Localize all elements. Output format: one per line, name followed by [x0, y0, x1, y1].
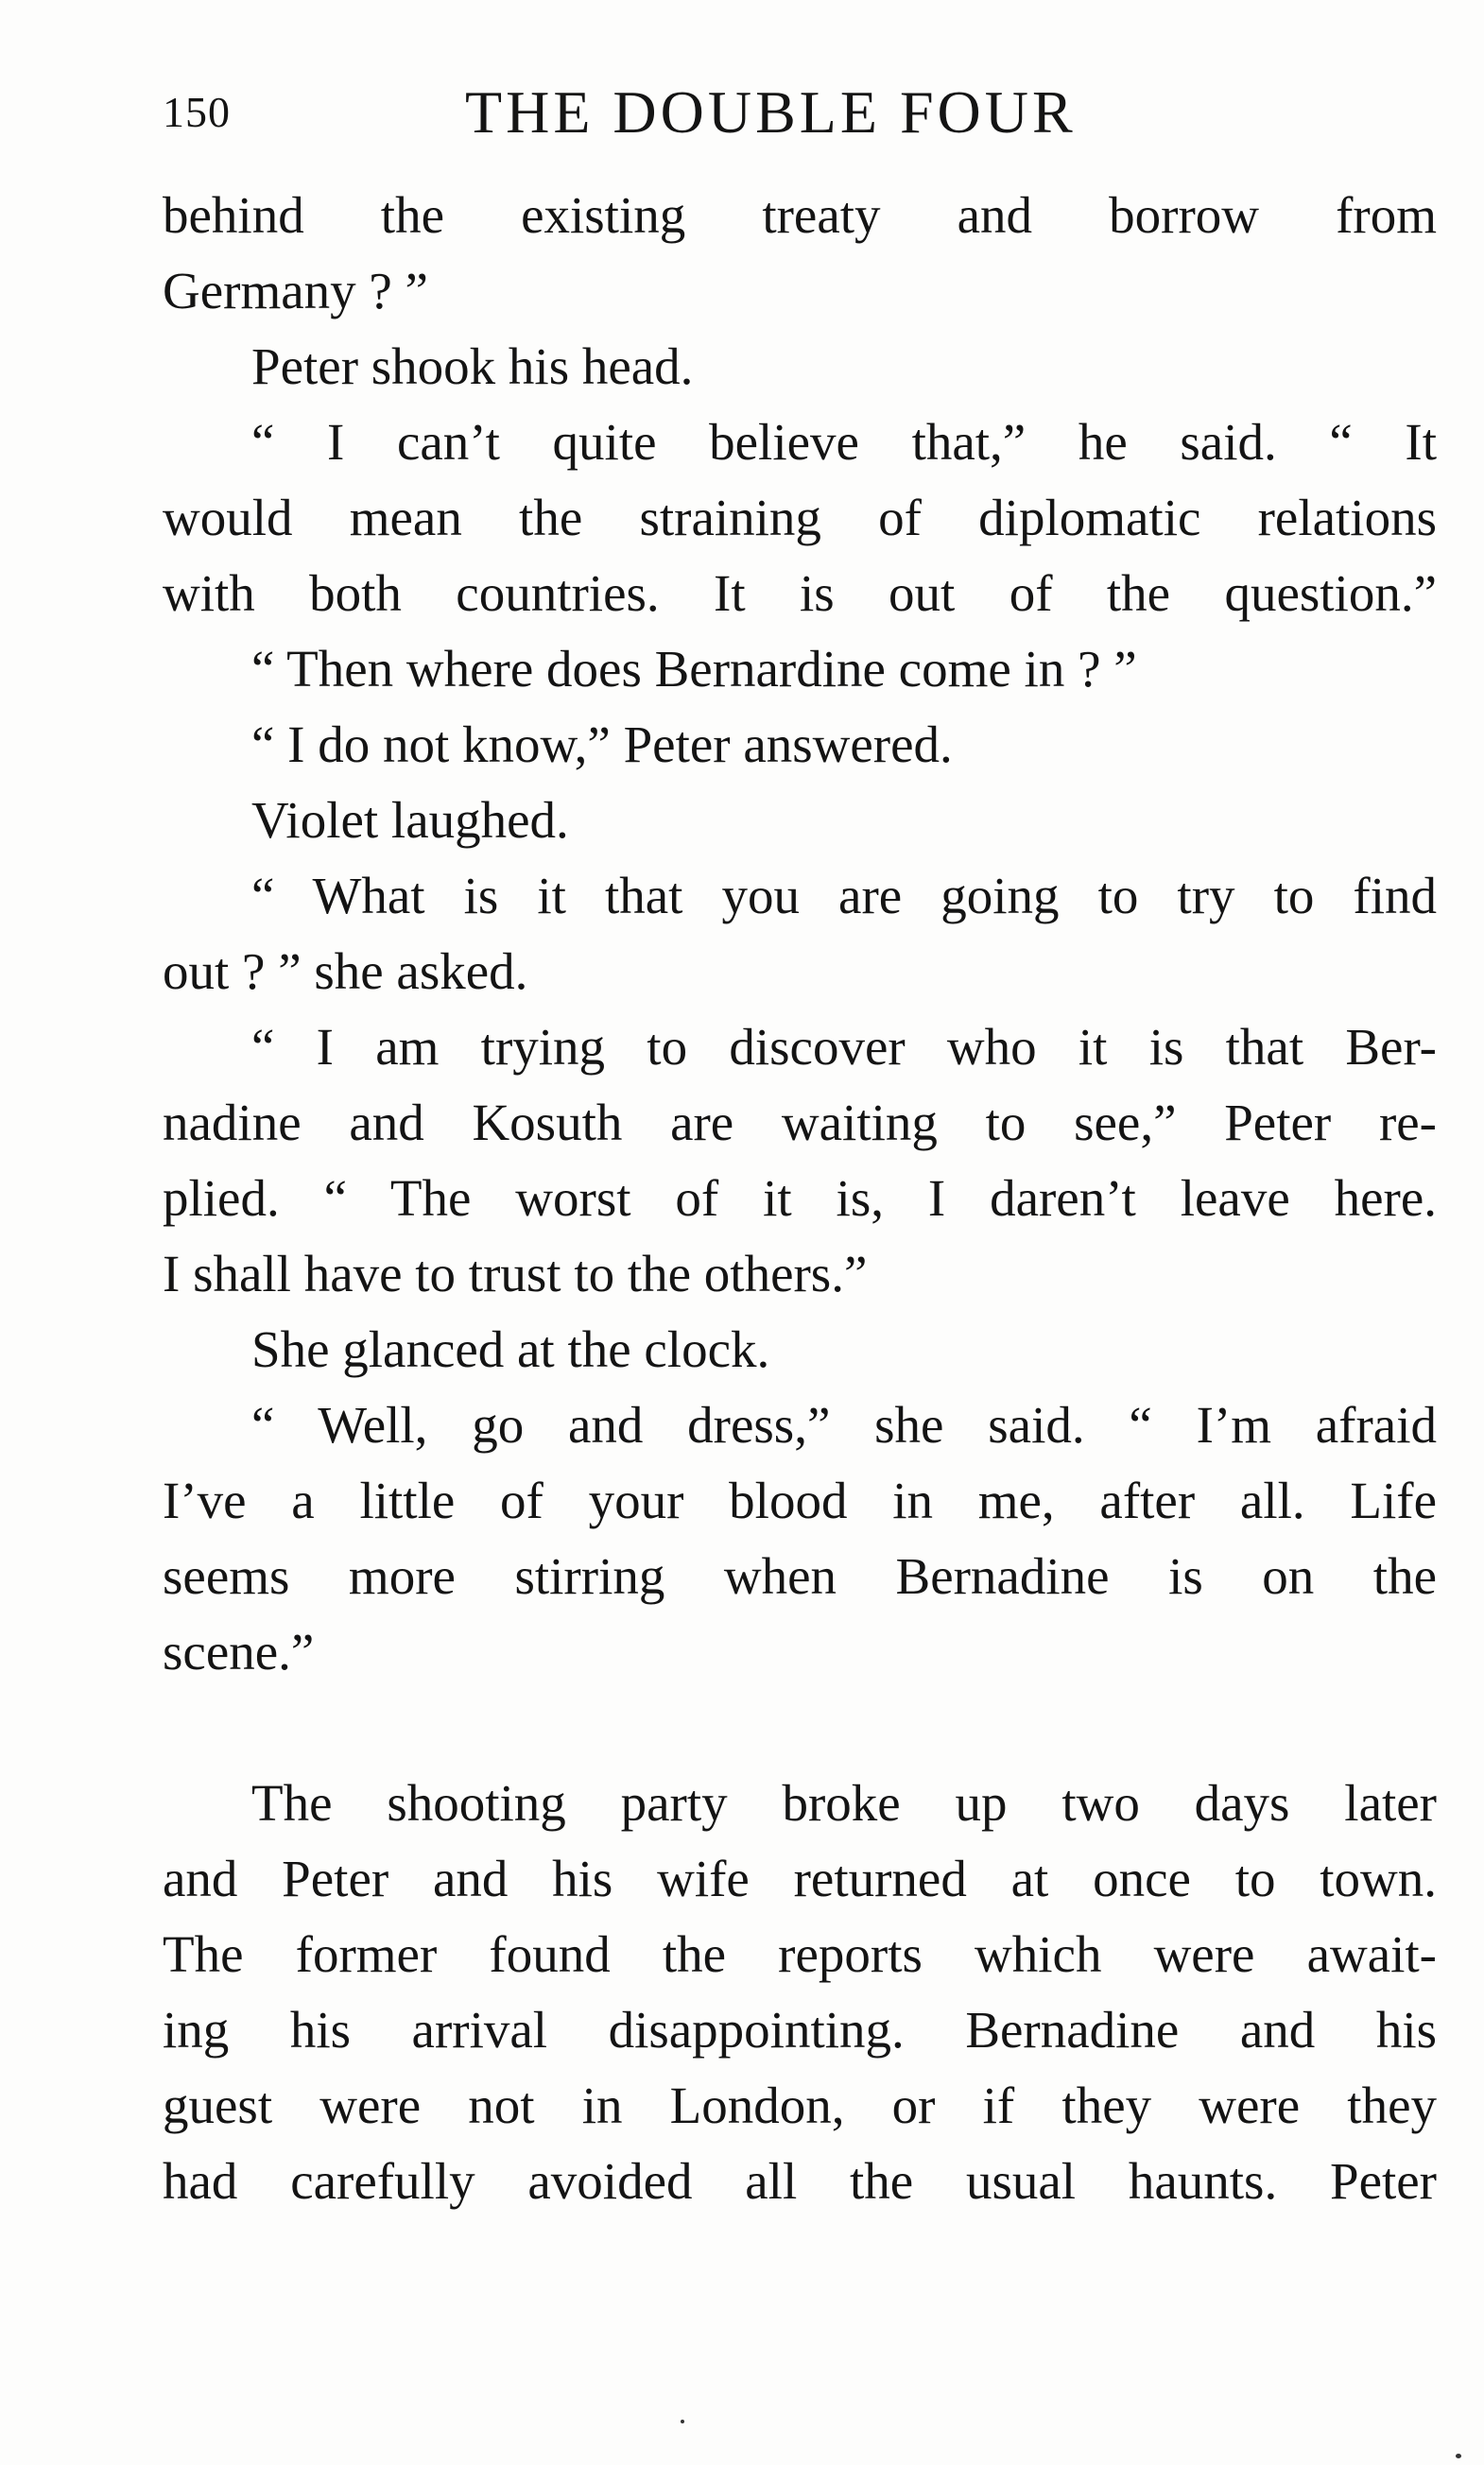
text-line: I shall have to trust to the others.”: [163, 1245, 868, 1302]
text-line: Violet laughed.: [251, 791, 569, 849]
text-line: seems more stirring when Bernadine is on the: [163, 1547, 1437, 1605]
text-line: ing his arrival disappointing. Bernadine and his: [163, 2001, 1437, 2059]
text-line: I’ve a little of your blood in me, after all. Life: [163, 1472, 1437, 1529]
text-line: “ Then where does Bernardine come in ? ”: [251, 640, 1137, 698]
text-line: “ I do not know,” Peter answered.: [251, 715, 953, 773]
text-line: had carefully avoided all the usual haunts. Peter: [163, 2152, 1437, 2210]
text-line: scene.”: [163, 1623, 315, 1681]
text-line: “ I can’t quite believe that,” he said. “ It: [251, 413, 1437, 471]
text-line: Peter shook his head.: [251, 337, 694, 395]
text-line: She glanced at the clock.: [251, 1320, 770, 1378]
text-line: plied. “ The worst of it is, I daren’t leave here.: [163, 1169, 1437, 1227]
text-line: The former found the reports which were await-: [163, 1925, 1437, 1983]
text-line: and Peter and his wife returned at once to town.: [163, 1850, 1437, 1907]
ink-speck: [681, 2420, 684, 2423]
text-line: nadine and Kosuth are waiting to see,” Peter re-: [163, 1094, 1437, 1151]
text-line: with both countries. It is out of the question.”: [163, 564, 1437, 622]
body-text: [163, 178, 1437, 2219]
ink-speck: [1456, 2454, 1461, 2458]
text-line: guest were not in London, or if they were they: [163, 2077, 1437, 2134]
page-number: 150: [163, 88, 231, 136]
text-line: behind the existing treaty and borrow from: [163, 186, 1437, 244]
section-break: [163, 1690, 1437, 1766]
text-line: Germany ? ”: [163, 262, 428, 319]
running-head: THE DOUBLE FOUR: [465, 78, 1077, 146]
text-line: “ What is it that you are going to try to find: [251, 867, 1437, 924]
page-header: [163, 78, 1437, 153]
text-line: “ Well, go and dress,” she said. “ I’m afraid: [251, 1396, 1437, 1454]
text-line: would mean the straining of diplomatic relations: [163, 489, 1437, 546]
text-line: The shooting party broke up two days later: [251, 1774, 1437, 1832]
text-line: out ? ” she asked.: [163, 942, 528, 1000]
text-line: “ I am trying to discover who it is that Ber-: [251, 1018, 1437, 1076]
